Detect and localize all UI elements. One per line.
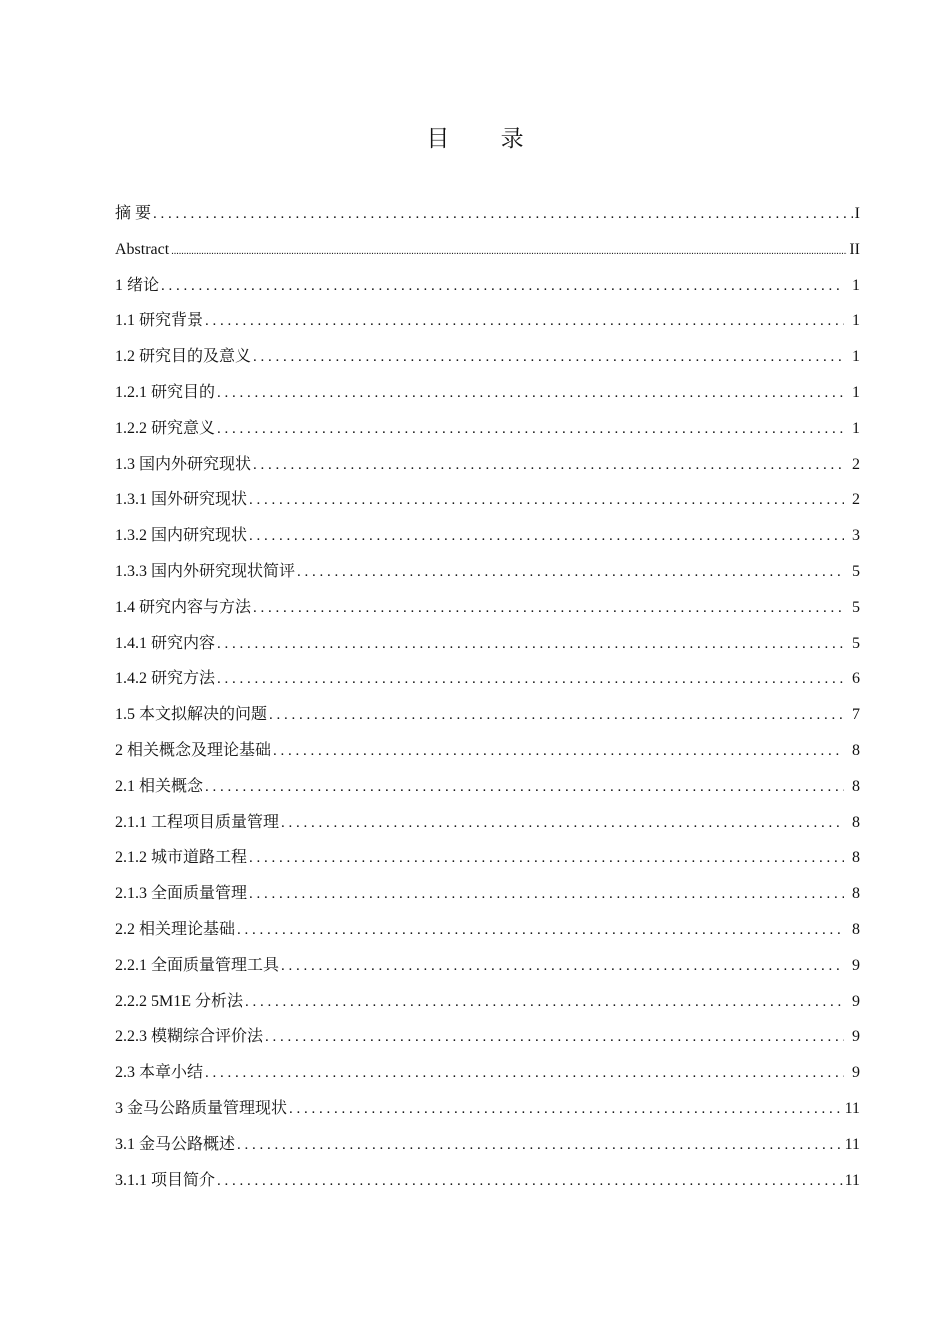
toc-entry[interactable] <box>115 1167 860 1203</box>
toc-entry-label: 1.3.1 国外研究现状 <box>115 491 248 509</box>
toc-entry-label: 2.2.2 5M1E 分析法 <box>115 992 244 1010</box>
toc-entry[interactable] <box>115 952 860 988</box>
toc-entry-label: 2 相关概念及理论基础 <box>115 741 272 759</box>
toc-entry-page: 3 <box>852 527 860 545</box>
toc-entry-page: 5 <box>852 634 860 652</box>
toc-leader-dots <box>269 701 844 729</box>
toc-entry[interactable] <box>115 379 860 415</box>
toc-entry[interactable] <box>115 809 860 845</box>
toc-leader-dots <box>217 415 844 443</box>
toc-leader-dots <box>217 1167 843 1195</box>
toc-entry-label: 1.2.1 研究目的 <box>115 383 216 401</box>
toc-entry[interactable] <box>115 594 860 630</box>
toc-entry-page: 1 <box>852 419 860 437</box>
toc-entry-page: 9 <box>852 992 860 1010</box>
toc-entry[interactable] <box>115 1059 860 1095</box>
toc-leader-dots <box>205 1059 844 1087</box>
toc-entry-page: 1 <box>852 383 860 401</box>
toc-entry-label: 2.1.1 工程项目质量管理 <box>115 813 280 831</box>
toc-entry-page: 1 <box>852 312 860 330</box>
toc-leader-dots <box>171 238 847 266</box>
toc-entry[interactable] <box>115 916 860 952</box>
toc-entry-page: 8 <box>852 885 860 903</box>
toc-entry-page: 5 <box>852 562 860 580</box>
toc-leader-dots <box>217 630 844 658</box>
toc-entry-page: 9 <box>852 956 860 974</box>
toc-entry-label: 1 绪论 <box>115 276 160 294</box>
toc-entry-page: 8 <box>852 920 860 938</box>
toc-entry-label: 2.2 相关理论基础 <box>115 920 236 938</box>
toc-title: 目 录 <box>426 126 546 152</box>
toc-leader-dots <box>253 594 844 622</box>
toc-leader-dots <box>205 773 844 801</box>
toc-entry-label: 1.4.1 研究内容 <box>115 634 216 652</box>
toc-entry[interactable] <box>115 307 860 343</box>
toc-entry-label: 1.4.2 研究方法 <box>115 670 216 688</box>
toc-entry-page: 7 <box>852 706 860 724</box>
toc-entry-page: 8 <box>852 777 860 795</box>
toc-entry-page: 8 <box>852 813 860 831</box>
toc-entry-page: I <box>854 205 860 222</box>
toc-entry[interactable] <box>115 844 860 880</box>
toc-entry-page: 9 <box>852 1064 860 1082</box>
toc-leader-dots <box>249 880 844 908</box>
toc-entry-label: 2.1 相关概念 <box>115 777 204 795</box>
toc-leader-dots <box>217 379 844 407</box>
toc-leader-dots <box>249 844 844 872</box>
toc-entry-page: 1 <box>852 276 860 294</box>
toc-entry-label: 1.3.3 国内外研究现状简评 <box>115 562 296 580</box>
toc-leader-dots <box>153 200 853 228</box>
toc-entry[interactable] <box>115 343 860 379</box>
toc-leader-dots <box>265 1023 844 1051</box>
toc-entry-page: 6 <box>852 670 860 688</box>
toc-leader-dots <box>253 451 844 479</box>
toc-entry-page: 2 <box>852 491 860 509</box>
toc-entry-page: 9 <box>852 1028 860 1046</box>
toc-entry[interactable] <box>115 701 860 737</box>
toc-leader-dots <box>237 1131 843 1159</box>
toc-leader-dots <box>245 988 844 1016</box>
toc-entry[interactable] <box>115 272 860 308</box>
toc-entry-label: 1.2.2 研究意义 <box>115 419 216 437</box>
toc-entry[interactable] <box>115 1131 860 1167</box>
toc-entry[interactable] <box>115 415 860 451</box>
toc-entry-label: 3.1 金马公路概述 <box>115 1135 236 1153</box>
toc-entry-label: 1.4 研究内容与方法 <box>115 598 252 616</box>
toc-entry[interactable] <box>115 1095 860 1131</box>
toc-leader-dots <box>289 1095 843 1123</box>
toc-leader-dots <box>217 665 844 693</box>
toc-leader-dots <box>273 737 844 765</box>
toc-entry[interactable] <box>115 558 860 594</box>
toc-leader-dots <box>281 952 844 980</box>
toc-entry-page: 11 <box>844 1135 860 1153</box>
toc-entry[interactable] <box>115 200 860 236</box>
toc-entry-page: II <box>849 240 860 258</box>
toc-entry-label: 2.2.1 全面质量管理工具 <box>115 956 280 974</box>
toc-entry-label: 1.5 本文拟解决的问题 <box>115 706 268 724</box>
toc-entry-label: 1.2 研究目的及意义 <box>115 348 252 366</box>
toc-entry[interactable] <box>115 486 860 522</box>
toc-entry-page: 8 <box>852 741 860 759</box>
toc-leader-dots <box>249 486 844 514</box>
toc-entry-label: Abstract <box>115 240 170 258</box>
toc-leader-dots <box>297 558 844 586</box>
toc-leader-dots <box>253 343 844 371</box>
toc-entry-label: 摘 要 <box>115 205 152 222</box>
toc-entry[interactable] <box>115 522 860 558</box>
toc-entry-label: 3 金马公路质量管理现状 <box>115 1099 288 1117</box>
toc-entry-page: 11 <box>844 1099 860 1117</box>
toc-entry[interactable] <box>115 988 860 1024</box>
toc-leader-dots <box>237 916 844 944</box>
toc-entry[interactable] <box>115 451 860 487</box>
toc-entry-page: 2 <box>852 455 860 473</box>
toc-entry[interactable] <box>115 236 860 272</box>
toc-entry-label: 2.1.2 城市道路工程 <box>115 849 248 867</box>
toc-entry-page: 5 <box>852 598 860 616</box>
toc-entry-label: 1.3.2 国内研究现状 <box>115 527 248 545</box>
toc-entry-label: 2.1.3 全面质量管理 <box>115 885 248 903</box>
toc-entry[interactable] <box>115 630 860 666</box>
toc-entry-label: 2.3 本章小结 <box>115 1064 204 1082</box>
toc-leader-dots <box>161 272 844 300</box>
toc-entry-label: 2.2.3 模糊综合评价法 <box>115 1028 264 1046</box>
toc-leader-dots <box>249 522 844 550</box>
toc-leader-dots <box>205 307 844 335</box>
toc-entry[interactable] <box>115 737 860 773</box>
toc-leader-dots <box>281 809 844 837</box>
toc-entry-label: 1.1 研究背景 <box>115 312 204 330</box>
toc-entry[interactable] <box>115 773 860 809</box>
toc-entry-page: 1 <box>852 348 860 366</box>
toc-entry-label: 3.1.1 项目简介 <box>115 1171 216 1189</box>
toc-entry-label: 1.3 国内外研究现状 <box>115 455 252 473</box>
toc-entry-page: 8 <box>852 849 860 867</box>
toc-entry[interactable] <box>115 665 860 701</box>
toc-entry[interactable] <box>115 1023 860 1059</box>
toc-entry-page: 11 <box>844 1171 860 1189</box>
table-of-contents <box>115 200 860 1202</box>
toc-entry[interactable] <box>115 880 860 916</box>
